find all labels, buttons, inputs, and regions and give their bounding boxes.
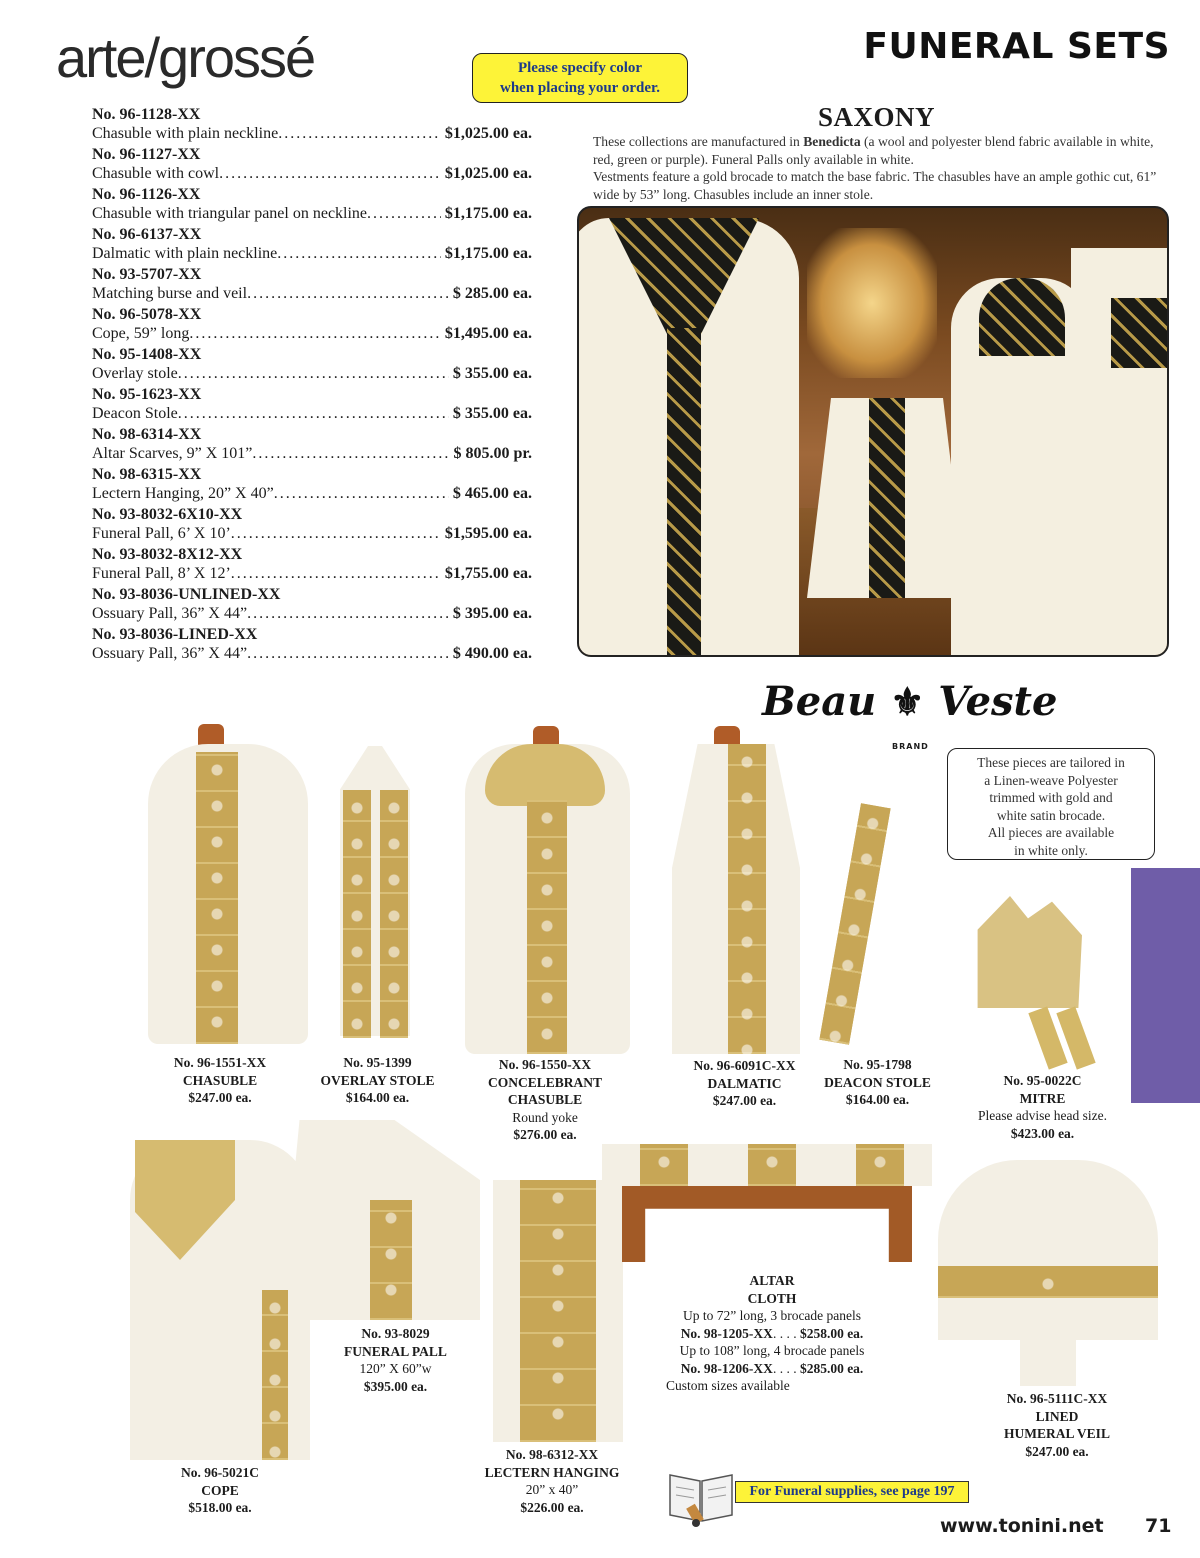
altar-cloth-caption [660,1272,884,1395]
product-number: No. 96-5021C [181,1465,259,1480]
mitre-caption [960,1072,1125,1142]
item-description: Altar Scarves, 9” X 101” [92,445,253,462]
notice-line-1: Please specify color [517,60,643,76]
product-number: No. 98-6312-XX [505,1447,599,1462]
product-number: No. 96-5111C-XX [1006,1391,1108,1406]
item-line [92,364,532,384]
item-price: $ 355.00 ea. [452,405,532,422]
product-price: $247.00 ea. [1025,1443,1089,1459]
leader-dots [252,444,449,464]
item-line [92,484,532,504]
product-name: FUNERAL PALL [344,1343,447,1359]
product-note: 120” X 60”w [359,1361,432,1376]
item-price: $ 805.00 pr. [453,445,532,462]
product-note: 20” x 40” [525,1482,579,1497]
product-name: DEACON STOLE [824,1074,931,1090]
saxony-band-left [667,328,701,657]
item-description: Dalmatic with plain neckline [92,245,278,262]
item-line [92,444,532,464]
item-number: No. 93-8032-8X12-XX [92,546,243,563]
product-name: CLOTH [747,1290,797,1306]
item-line [92,404,532,424]
altar-cloth-option-1: Up to 72” long, 3 brocade panels [682,1308,862,1323]
leader-dots [178,364,449,384]
book-icon [666,1465,736,1527]
product-number: No. 93-8029 [361,1326,430,1341]
saxony-desc-post: (a wool and polyester blend fabric available in white, red, green or purple). Funeral Palls only available in white. [593,134,1154,167]
item-line [92,644,532,664]
price-list-item [92,105,532,145]
humeral-veil-stand [1020,1340,1076,1386]
round-yoke [485,744,605,806]
product-name: MITRE [1019,1090,1066,1106]
product-name: LECTERN HANGING [484,1464,620,1480]
leader-dots [277,244,441,264]
benedicta-fabric: Benedicta [803,134,861,149]
beau-veste-info-box [947,748,1155,860]
leader-dots [247,604,449,624]
item-price: $ 355.00 ea. [452,365,532,382]
item-price: $1,495.00 ea. [444,325,532,342]
chasuble-caption [145,1054,295,1107]
overlay-stole-band-left [343,790,371,1038]
info-line: These pieces are tailored in [977,755,1125,770]
item-number: No. 95-1408-XX [92,346,202,363]
item-description: Matching burse and veil [92,285,248,302]
beau-veste-logo-left: Beau [762,678,877,725]
leader-dots [189,324,441,344]
saxony-cope-hood [979,278,1065,356]
price-list-item [92,185,532,225]
lectern-caption [462,1446,642,1516]
concelebrant-caption [470,1056,620,1144]
overlay-stole-band-right [380,790,408,1038]
funeral-supplies-link[interactable]: For Funeral supplies, see page 197 [735,1481,969,1503]
item-price: $ 465.00 ea. [452,485,532,502]
product-name: ALTAR [749,1273,795,1288]
item-number: No. 93-5707-XX [92,266,202,283]
info-line: white satin brocade. [996,807,1106,823]
brand-tag: BRAND [892,742,929,751]
concelebrant-band [527,800,567,1054]
page-title: FUNERAL SETS [863,26,1170,67]
altar-cloth-panel [748,1144,796,1186]
mitre-image [968,896,1088,1008]
item-price: $1,025.00 ea. [444,125,532,142]
saxony-photo [577,206,1169,657]
chasuble-band [196,752,238,1044]
item-price: $ 395.00 ea. [452,605,532,622]
product-price: $276.00 ea. [513,1127,577,1142]
saxony-desc-pre: These collections are manufactured in [593,134,804,149]
humeral-veil-image [938,1160,1158,1340]
item-price: $ 285.00 ea. [452,285,532,302]
leader-dots [247,284,449,304]
info-line: in white only. [1014,842,1088,858]
color-notice [472,53,688,103]
item-number: No. 98-6314-XX [92,426,202,443]
item-line [92,164,532,184]
item-number: No. 98-6315-XX [92,466,202,483]
saxony-title: SAXONY [818,102,936,132]
leader-dots [278,124,441,144]
item-line [92,324,532,344]
item-line [92,564,532,584]
item-number: No. 96-6137-XX [92,226,202,243]
leader-dots [247,644,449,664]
item-description: Ossuary Pall, 36” X 44” [92,645,248,662]
item-description: Chasuble with triangular panel on neckline [92,205,368,222]
item-number: No. 95-1623-XX [92,386,202,403]
mannequin-head [198,724,224,746]
product-number: No. 98-1205-XX [680,1325,773,1341]
item-number: No. 96-1126-XX [92,186,201,203]
leader-dots: . . . . [772,1360,800,1376]
item-number: No. 96-5078-XX [92,306,202,323]
product-note: Please advise head size. [978,1108,1107,1123]
altar-cloth-option-2: Up to 108” long, 4 brocade panels [679,1343,865,1358]
price-list-item [92,505,532,545]
altar-cloth-panel [856,1144,904,1186]
product-name: CONCELEBRANT [487,1074,603,1090]
mannequin-head [533,726,559,746]
product-price: $518.00 ea. [188,1500,252,1515]
product-price: $258.00 ea. [799,1325,864,1341]
saxony-dalmatic-panel [1111,298,1169,368]
item-number: No. 93-8036-LINED-XX [92,626,258,643]
leader-dots [219,164,441,184]
item-price: $1,595.00 ea. [444,525,532,542]
item-line [92,124,532,144]
saxony-description [593,133,1173,203]
item-line [92,204,532,224]
custom-sizes-note: Custom sizes available [666,1378,790,1393]
item-price: $1,755.00 ea. [444,565,532,582]
product-price: $285.00 ea. [799,1360,864,1376]
product-name: CHASUBLE [182,1072,258,1088]
item-description: Cope, 59” long [92,325,190,342]
fleur-de-lis-icon: ⚜ [890,679,925,724]
leader-dots [178,404,449,424]
deacon-stole-caption [805,1056,950,1109]
product-price: $226.00 ea. [520,1499,584,1515]
humeral-veil-caption [982,1390,1132,1460]
item-line [92,604,532,624]
price-list-item [92,345,532,385]
item-price: $1,175.00 ea. [444,205,532,222]
price-list-item [92,425,532,465]
price-list-item [92,585,532,625]
beau-veste-logo [762,678,1057,725]
humeral-veil-band [938,1266,1158,1298]
product-number: No. 96-1551-XX [173,1055,267,1070]
beau-veste-logo-right: Veste [938,678,1058,725]
item-description: Chasuble with cowl [92,165,220,182]
product-price: $247.00 ea. [188,1090,252,1105]
altar-cloth-panel [640,1144,688,1186]
section-side-tab [1131,868,1200,1103]
leader-dots [367,204,441,224]
item-description: Chasuble with plain neckline [92,125,279,142]
item-line [92,524,532,544]
product-number: No. 96-6091C-XX [693,1058,796,1073]
price-list-item [92,385,532,425]
price-list-item [92,305,532,345]
product-number: No. 95-0022C [1003,1073,1082,1088]
notice-line-2: when placing your order. [499,80,661,96]
info-line: All pieces are available [987,825,1115,840]
product-note: Round yoke [512,1109,578,1125]
price-list-item [92,545,532,585]
product-price: $395.00 ea. [363,1378,428,1394]
product-price: $164.00 ea. [345,1090,410,1105]
price-list-item [92,225,532,265]
arte-grosse-logo: arte/grossé [56,26,315,89]
saxony-pall-band [869,398,905,598]
item-description: Deacon Stole [92,405,178,422]
funeral-pall-caption [318,1325,473,1395]
altar-table [622,1186,912,1262]
item-description: Funeral Pall, 8’ X 12’ [92,565,231,582]
website-url[interactable]: www.tonini.net [940,1515,1104,1537]
leader-dots [274,484,449,504]
product-number: No. 96-1550-XX [498,1057,592,1072]
product-number: No. 95-1798 [843,1057,912,1072]
product-name: HUMERAL VEIL [1004,1426,1110,1441]
item-number: No. 93-8032-6X10-XX [92,506,243,523]
product-name: LINED [1035,1408,1079,1424]
item-number: No. 96-1127-XX [92,146,201,163]
deacon-stole-image [819,803,890,1045]
price-list-item [92,465,532,505]
altar-glow [807,228,937,378]
price-list-item [92,145,532,185]
product-name: OVERLAY STOLE [320,1072,435,1088]
price-list-item [92,265,532,305]
product-name: COPE [201,1482,239,1498]
dalmatic-band [728,744,766,1054]
item-description: Overlay stole [92,365,178,382]
price-list [92,105,532,665]
cope-orphrey [262,1290,288,1460]
lectern-hanging-band [520,1180,596,1442]
item-description: Ossuary Pall, 36” X 44” [92,605,248,622]
leader-dots: . . . . [772,1325,800,1341]
product-name: DALMATIC [707,1075,782,1091]
item-price: $ 490.00 ea. [452,645,532,662]
leader-dots [231,564,441,584]
product-price: $247.00 ea. [712,1093,777,1108]
overlay-stole-caption [305,1054,450,1107]
mannequin-head [714,726,740,746]
funeral-pall-band [370,1200,412,1320]
page-number: 71 [1145,1515,1172,1537]
item-price: $1,025.00 ea. [444,165,532,182]
product-number: No. 95-1399 [343,1055,412,1070]
info-line: trimmed with gold and [989,790,1113,805]
item-description: Lectern Hanging, 20” X 40” [92,485,274,502]
item-line [92,244,532,264]
item-number: No. 96-1128-XX [92,106,201,123]
product-name: CHASUBLE [507,1092,583,1107]
item-price: $1,175.00 ea. [444,245,532,262]
product-price: $164.00 ea. [845,1092,910,1107]
item-line [92,284,532,304]
info-line: a Linen-weave Polyester [984,772,1118,788]
price-list-item [92,625,532,665]
saxony-desc-2: Vestments feature a gold brocade to match the base fabric. The chasubles have an ample gothic cut, 61” wide by 53” long. Chasubles include an inner stole. [593,169,1157,202]
cope-caption [145,1464,295,1517]
item-number: No. 93-8036-UNLINED-XX [92,586,281,603]
dalmatic-caption [672,1057,817,1110]
product-number: No. 98-1206-XX [680,1360,773,1376]
leader-dots [231,524,441,544]
product-price: $423.00 ea. [1010,1125,1075,1141]
item-description: Funeral Pall, 6’ X 10’ [92,525,231,542]
